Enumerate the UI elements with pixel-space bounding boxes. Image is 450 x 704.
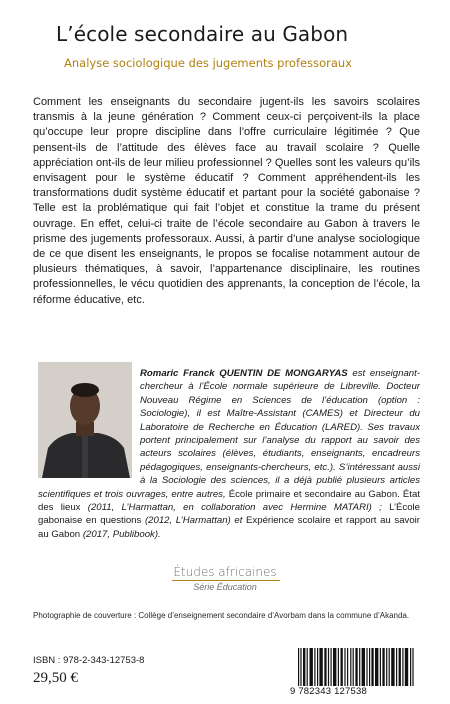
author-book-1: École primaire et secondaire au Gabon. État des lieux — [38, 488, 420, 514]
book-title: L’école secondaire au Gabon — [56, 22, 349, 46]
barcode-digits: 9 782343 127538 — [290, 686, 424, 697]
author-bio — [38, 367, 420, 541]
author-name: Romaric Franck QUENTIN DE MONGARYAS — [140, 368, 348, 379]
book-subtitle: Analyse sociologique des jugements professoraux — [64, 56, 352, 70]
price: 29,50 € — [33, 670, 78, 686]
isbn: ISBN : 978-2-343-12753-8 — [33, 655, 145, 666]
collection-name: Études africaines — [173, 565, 277, 579]
collection-serie: Série Éducation — [193, 582, 257, 592]
photo-credit: Photographie de couverture : Collège d’enseignement secondaire d’Avorbam dans la commune d’Akanda. — [33, 611, 410, 620]
author-book-3-ref: (2017, Publibook). — [80, 528, 161, 540]
author-bio-text: est enseignant-chercheur à l’École normale supérieure de Libreville. Docteur Nouveau Régime en Sciences de l’éducation (option : Sociologie), il est Maître-Assistant (CAMES) et Directeur du Laboratoire de Recherche en Éducation (LARED). Ses travaux portent principalement sur l’analyse du rapport au savoir des acteurs scolaires (élèves, étudiants, enseignants, encadreurs pédagogiques, enseignants-chercheurs, etc.). S’intéressant aussi à la Sociologie des sciences, il a déjà publié plusieurs articles scientifiques et trois ouvrages, entre autres, — [38, 368, 420, 500]
author-book-2-ref: (2012, L’Harmattan) et — [141, 515, 247, 527]
author-book-3: Expérience scolaire et rapport au savoir au Gabon — [38, 515, 420, 540]
collection-divider — [172, 580, 280, 581]
author-book-2: L’École gabonaise en questions — [38, 502, 421, 527]
author-book-1-ref: (2011, L’Harmattan, en collaboration avec Hermine MATARI) ; — [80, 502, 390, 514]
back-cover-summary: Comment les enseignants du secondaire jugent-ils les savoirs scolaires transmis à la jeune génération ? Comment ceux-ci perçoivent-ils la place qu’occupe leur propre discipline dans l’offre curriculaire légitimée ? Que pensent-ils de l’attitude des élèves face au travail scolaire ? Quelle appréciation ont-ils de leur milieu professionnel ? Quelles sont les valeurs qu’ils envisagent pour le système éducatif ? Comment appréhendent-ils les transformations dudit système éducatif et partant pour la société gabonaise ? Telle est la problématique qui fait l’objet et constitue la trame du présent ouvrage. En effet, celui-ci traite de l’école secondaire au Gabon à travers le prisme des jugements professoraux. Aussi, à partir d’une analyse sociologique de ce que disent les enseignants, le propos se focalise notamment autour de plusieurs thématiques, à savoir, l’appartenance disciplinaire, les routines professionnelles, le vécu quotidien des apprenants, la conception de l’école, la réforme éducative, etc. — [33, 96, 420, 306]
